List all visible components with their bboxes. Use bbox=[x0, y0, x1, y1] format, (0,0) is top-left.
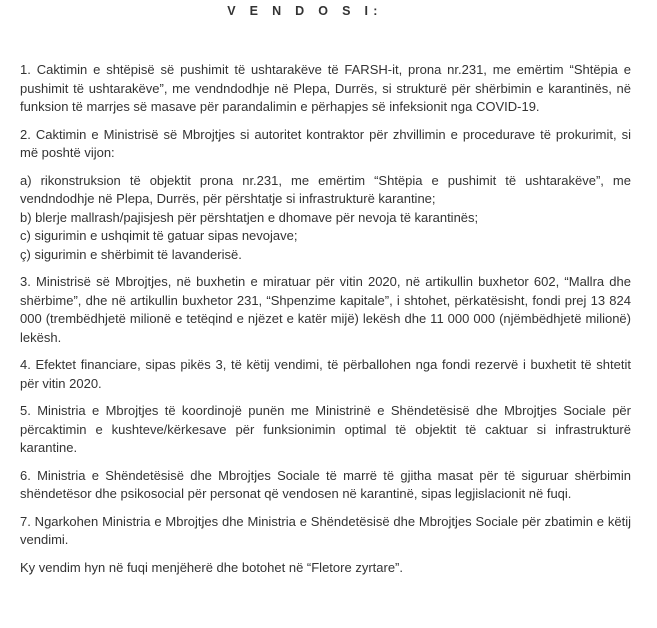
decision-item-1: 1. Caktimin e shtëpisë së pushimit të ushtarakëve të FARSH-it, prona nr.231, me emërtim “Shtëpia e pushimit të ushtarakëve”, me vendndodhje në Plepa, Durrës, si strukturë për shërbimin e karantinës, në funksion të marrjes së masave për parandalimin e përhapjes së infeksionit nga COVID-19. bbox=[20, 62, 631, 114]
decision-item-5: 5. Ministria e Mbrojtjes të koordinojë punën me Ministrinë e Shëndetësisë dhe Mbrojtjes Sociale për përcaktimin e kushteve/kërkesave për funksionimin optimal të objektit të caktuar si infrastrukturë karantine. bbox=[20, 403, 631, 455]
decision-body bbox=[20, 61, 631, 586]
sublist-item-a: a) rikonstruksion të objektit prona nr.231, me emërtim “Shtëpia e pushimit të ushtarakëve”, me vendndodhje në Plepa, Durrës, për përshtatje si infrastrukturë karantine; bbox=[20, 172, 631, 206]
sublist-item-c-cedilla: ç) sigurimin e shërbimit të lavanderisë. bbox=[20, 246, 242, 262]
sublist-item-c: c) sigurimin e ushqimit të gatuar sipas nevojave; bbox=[20, 228, 298, 243]
decision-item-2: 2. Caktimin e Ministrisë së Mbrojtjes si autoritet kontraktor për zhvillimin e procedurave të prokurimit, si më poshtë vijon: bbox=[20, 126, 631, 160]
decision-item-7: 7. Ngarkohen Ministria e Mbrojtjes dhe Ministria e Shëndetësisë dhe Mbrojtjes Sociale për zbatimin e këtij vendimi. bbox=[20, 513, 631, 547]
closing-statement: Ky vendim hyn në fuqi menjëherë dhe botohet në “Fletore zyrtare”. bbox=[20, 559, 403, 575]
decision-item-2-sublist bbox=[20, 172, 631, 265]
decision-item-3: 3. Ministrisë së Mbrojtjes, në buxhetin e miratuar për vitin 2020, në artikullin buxhetor 602, “Mallra dhe shërbime”, dhe në artikullin buxhetor 231, “Shpenzime kapitale”, i shtohet, përkatësisht, fondi prej 13 824 000 (trembëdhjetë milionë e tetëqind e njëzet e katër mijë) lekësh dhe 11 000 000 (njëmbëdhjetë milionë) lekësh. bbox=[20, 274, 631, 345]
decision-item-6: 6. Ministria e Shëndetësisë dhe Mbrojtjes Sociale të marrë të gjitha masat për të siguruar shërbimin shëndetësor dhe psikosocial për personat që vendosen në karantinë, sipas legjislacionit në fuqi. bbox=[20, 467, 631, 501]
decision-heading: V E N D O S I: bbox=[227, 4, 383, 18]
sublist-item-b: b) blerje mallrash/pajisjesh për përshtatjen e dhomave për nevoja të karantinës; bbox=[20, 209, 479, 225]
decision-item-4: 4. Efektet financiare, sipas pikës 3, të këtij vendimi, të përballohen nga fondi rezervë i buxhetit të shtetit për vitin 2020. bbox=[20, 357, 631, 391]
